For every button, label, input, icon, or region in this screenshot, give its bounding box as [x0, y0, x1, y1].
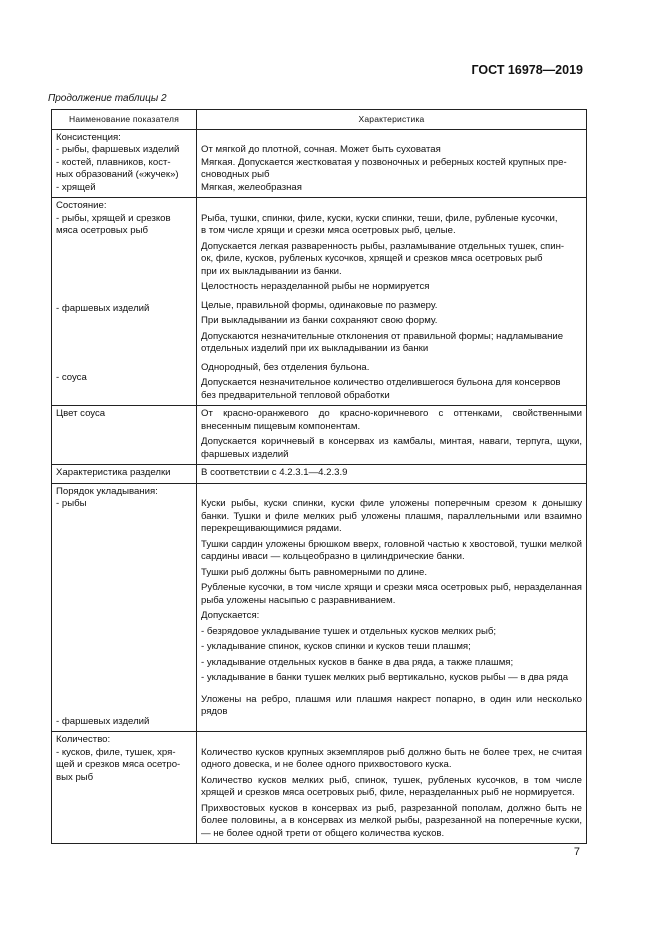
sub-indicator: - фаршевых изделий	[56, 715, 150, 727]
indicator-cell: Цвет соуса	[52, 406, 197, 465]
table-row-quantity	[52, 732, 587, 844]
characteristic-text: Допускается коричневый в консервах из камбалы, минтая, наваги, терпуга, щуки, фаршевых изделий	[201, 436, 582, 460]
standard-number: ГОСТ 16978—2019	[471, 63, 583, 77]
characteristic-text: Допускается незначительное количество отделившегося бульона для консервов	[201, 377, 561, 388]
sub-indicator: - рыбы, фаршевых изделий	[56, 144, 180, 155]
characteristic-text: - укладывание в банки тушек мелких рыб вертикально, кусков рыбы — в два ряда	[201, 672, 569, 683]
sub-indicator: - фаршевых изделий	[56, 303, 150, 314]
characteristic-cell	[197, 406, 587, 465]
characteristic-text: Допускается:	[201, 610, 260, 621]
table-row-sauce-color	[52, 406, 587, 465]
characteristic-text: - укладывание отдельных кусков в банке в два ряда, а также плашмя;	[201, 656, 514, 668]
characteristic-text: Прихвостовых кусков в консервах из рыб, разрезанной пополам, должно быть не более половины, а в консервах из мелкой рыбы, разрезанной на поперечные куски, — не более одной трети от общего количества кусков.	[201, 802, 582, 839]
sub-indicator: - рыбы	[56, 498, 87, 509]
indicator-title: Консистенция:	[56, 131, 121, 143]
characteristic-text: в том числе хрящи и срезки мяса осетровых рыб, целые.	[201, 225, 456, 236]
indicator-cell	[52, 732, 197, 844]
characteristic-cell	[197, 129, 587, 198]
characteristic-text: Рубленые кусочки, в том числе хрящи и срезки мяса осетровых рыб, неразделанная рыба уложены насыпью с разравниванием.	[201, 582, 582, 606]
characteristic-text: ок, филе, кусков, рубленых кусочков, хрящей и срезков мяса осетровых рыб	[201, 253, 543, 264]
indicator-title: Состояние:	[56, 200, 107, 211]
characteristic-text: Тушки рыб должны быть равномерными по длине.	[201, 566, 428, 578]
sub-indicator: вых рыб	[56, 771, 94, 783]
characteristic-cell: В соответствии с 4.2.3.1—4.2.3.9	[197, 465, 587, 484]
table-row-cutting	[52, 465, 587, 484]
page-number: 7	[573, 846, 580, 858]
sub-indicator: - костей, плавников, кост-	[56, 156, 171, 168]
characteristic-text: Рыба, тушки, спинки, филе, куски, куски спинки, теши, филе, рубленые кусочки,	[201, 212, 558, 224]
characteristic-text: - укладывание спинок, кусков спинки и кусков теши плашмя;	[201, 641, 471, 652]
indicator-cell	[52, 483, 197, 732]
characteristic-text: Целостность неразделанной рыбы не нормируется	[201, 281, 430, 292]
table-header-row	[52, 110, 587, 130]
characteristics-table	[51, 109, 587, 844]
characteristic-cell	[197, 483, 587, 732]
characteristic-text: От красно-оранжевого до красно-коричневого с оттенками, свойственными внесенным пищевым компонентам.	[201, 408, 582, 432]
sub-indicator: - рыбы, хрящей и срезков	[56, 212, 171, 224]
characteristic-text: - безрядовое укладывание тушек и отдельных кусков мелких рыб;	[201, 625, 497, 637]
characteristic-text: Количество кусков крупных экземпляров рыб должно быть не более трех, не считая одного довеска, и не более одного прихвостового куска.	[201, 746, 582, 770]
characteristic-text: При выкладывании из банки сохраняют свою форму.	[201, 315, 438, 326]
characteristic-text: Уложены на ребро, плашмя или плашмя накрест попарно, в один или несколько рядов	[201, 693, 582, 717]
indicator-title: Порядок укладывания:	[56, 485, 158, 497]
sub-indicator: мяса осетровых рыб	[56, 225, 148, 236]
characteristic-text: отдельных изделий при их выкладывании из банки	[201, 343, 429, 354]
indicator-cell: Характеристика разделки	[52, 465, 197, 484]
sub-indicator: - хрящей	[56, 181, 96, 193]
characteristic-text: Тушки сардин уложены брюшком вверх, головной частью к хвостовой, тушки мелкой сардины иваси — кольцеобразно в цилиндрические банки.	[201, 538, 582, 562]
indicator-title: Количество:	[56, 734, 111, 745]
sub-indicator: ных образований («жучек»)	[56, 169, 179, 180]
column-header-indicator: Наименование показателя	[52, 110, 197, 130]
characteristic-text: Допускаются незначительные отклонения от правильной формы; надламывание	[201, 330, 564, 342]
table-row-state	[52, 198, 587, 406]
characteristic-text: Целые, правильной формы, одинаковые по размеру.	[201, 299, 438, 311]
sub-indicator: - соуса	[56, 371, 87, 383]
table-row-consistency	[52, 129, 587, 198]
characteristic-text: От мягкой до плотной, сочная. Может быть суховатая	[201, 144, 441, 155]
sub-indicator: - кусков, филе, тушек, хря-	[56, 746, 176, 758]
characteristic-text: Однородный, без отделения бульона.	[201, 361, 370, 373]
sub-indicator: щей и срезков мяса осетро-	[56, 759, 181, 770]
characteristic-text: Допускается легкая разваренность рыбы, разламывание отдельных тушек, спин-	[201, 240, 565, 252]
characteristic-text: Мягкая, желеобразная	[201, 181, 302, 193]
characteristic-cell	[197, 198, 587, 406]
characteristic-text: при их выкладывании из банки.	[201, 265, 342, 277]
characteristic-cell	[197, 732, 587, 844]
characteristic-text: Мягкая. Допускается жестковатая у позвоночных и реберных костей крупных пре-	[201, 156, 567, 168]
indicator-cell	[52, 198, 197, 406]
table-row-packing-order	[52, 483, 587, 732]
indicator-cell	[52, 129, 197, 198]
characteristic-text: Куски рыбы, куски спинки, куски филе уложены поперечным срезом к донышку банки. Тушки и филе мелких рыб уложены плашмя, параллельными или взаимно перекрещивающимися рядами.	[201, 498, 582, 534]
characteristic-text: Количество кусков мелких рыб, спинок, тушек, рубленых кусочков, в том числе хрящей и срезков мяса осетровых рыб, филе, неразделанных рыб не нормируется.	[201, 774, 582, 798]
column-header-characteristic: Характеристика	[197, 110, 587, 130]
characteristic-text: без предварительной тепловой обработки	[201, 389, 390, 401]
table-caption: Продолжение таблицы 2	[48, 93, 167, 104]
characteristic-text: сноводных рыб	[201, 169, 270, 180]
